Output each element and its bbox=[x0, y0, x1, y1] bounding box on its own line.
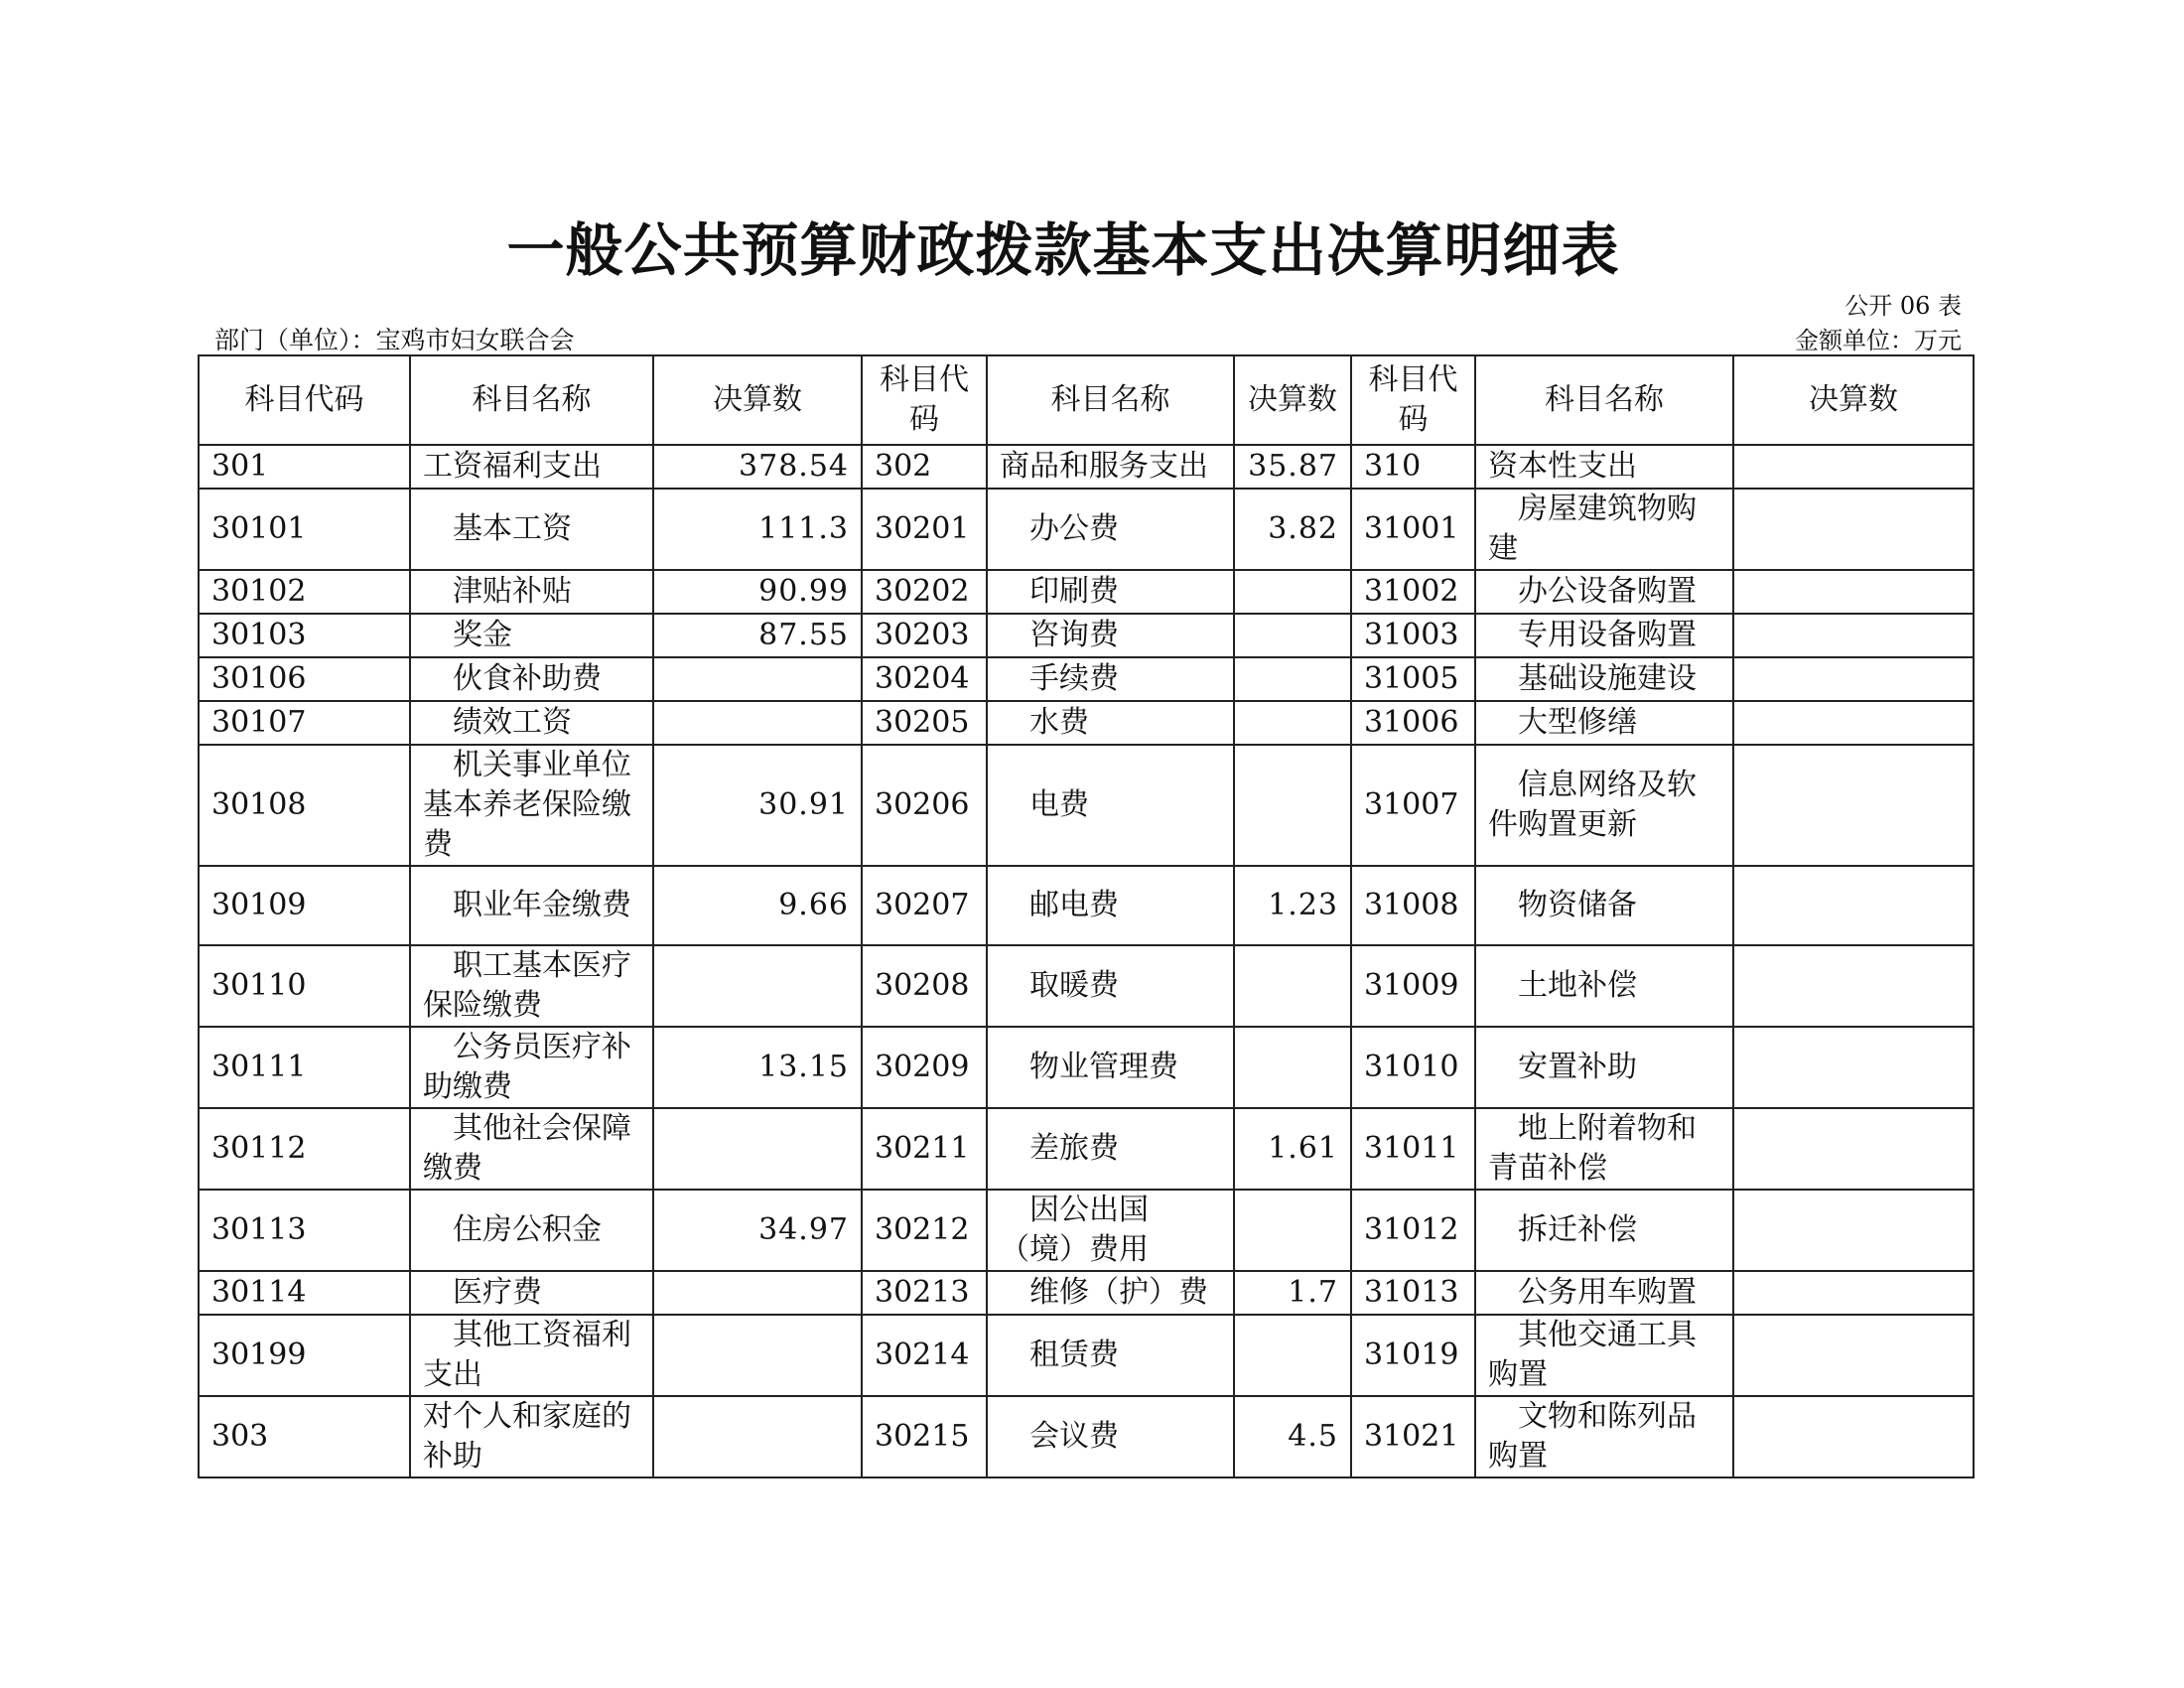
subject-name-cell: 基本工资 bbox=[410, 489, 653, 570]
amount-cell bbox=[1733, 614, 1974, 657]
subject-code-cell: 30212 bbox=[862, 1190, 987, 1271]
subject-name-cell: 房屋建筑物购建 bbox=[1475, 489, 1733, 570]
amount-cell bbox=[653, 701, 862, 745]
subject-name-cell: 租赁费 bbox=[987, 1315, 1234, 1396]
subject-name-cell: 地上附着物和青苗补偿 bbox=[1475, 1108, 1733, 1190]
amount-cell: 3.82 bbox=[1234, 489, 1351, 570]
amount-cell: 34.97 bbox=[653, 1190, 862, 1271]
amount-cell bbox=[1733, 1108, 1974, 1190]
subject-name-cell: 绩效工资 bbox=[410, 701, 653, 745]
subject-code-cell: 30108 bbox=[199, 745, 410, 866]
table-row bbox=[199, 1108, 1974, 1190]
subject-code-cell: 30109 bbox=[199, 866, 410, 945]
subject-name-cell: 信息网络及软件购置更新 bbox=[1475, 745, 1733, 866]
table-row bbox=[199, 1315, 1974, 1396]
subject-name-cell: 拆迁补偿 bbox=[1475, 1190, 1733, 1271]
subject-name-cell: 办公费 bbox=[987, 489, 1234, 570]
amount-cell bbox=[1733, 945, 1974, 1027]
subject-name-cell: 其他工资福利支出 bbox=[410, 1315, 653, 1396]
subject-name-cell: 机关事业单位基本养老保险缴费 bbox=[410, 745, 653, 866]
amount-cell bbox=[1733, 1027, 1974, 1108]
subject-name-cell: 差旅费 bbox=[987, 1108, 1234, 1190]
subject-code-cell: 302 bbox=[862, 445, 987, 489]
amount-cell: 9.66 bbox=[653, 866, 862, 945]
subject-code-cell: 31012 bbox=[1351, 1190, 1475, 1271]
amount-cell bbox=[1733, 701, 1974, 745]
subject-name-cell: 物资储备 bbox=[1475, 866, 1733, 945]
amount-cell bbox=[1733, 657, 1974, 701]
subject-code-cell: 30214 bbox=[862, 1315, 987, 1396]
amount-cell bbox=[1733, 1396, 1974, 1477]
subject-name-cell: 公务用车购置 bbox=[1475, 1271, 1733, 1315]
amount-cell bbox=[653, 657, 862, 701]
subject-name-cell: 办公设备购置 bbox=[1475, 570, 1733, 614]
table-row bbox=[199, 701, 1974, 745]
header-cell: 科目名称 bbox=[987, 355, 1234, 445]
subject-code-cell: 31001 bbox=[1351, 489, 1475, 570]
subject-code-cell: 30107 bbox=[199, 701, 410, 745]
subject-code-cell: 303 bbox=[199, 1396, 410, 1477]
subject-code-cell: 30204 bbox=[862, 657, 987, 701]
page-title: 一般公共预算财政拨款基本支出决算明细表 bbox=[506, 216, 1620, 284]
subject-name-cell: 取暖费 bbox=[987, 945, 1234, 1027]
table-row bbox=[199, 745, 1974, 866]
subject-name-cell: 咨询费 bbox=[987, 614, 1234, 657]
subject-name-cell: 资本性支出 bbox=[1475, 445, 1733, 489]
subject-code-cell: 30102 bbox=[199, 570, 410, 614]
amount-cell bbox=[1733, 1190, 1974, 1271]
subject-name-cell: 住房公积金 bbox=[410, 1190, 653, 1271]
department-label: 部门（单位）：宝鸡市妇女联合会 bbox=[214, 326, 575, 354]
amount-cell: 4.5 bbox=[1234, 1396, 1351, 1477]
subject-name-cell: 公务员医疗补助缴费 bbox=[410, 1027, 653, 1108]
subject-code-cell: 31009 bbox=[1351, 945, 1475, 1027]
amount-cell bbox=[653, 1108, 862, 1190]
subject-name-cell: 商品和服务支出 bbox=[987, 445, 1234, 489]
subject-code-cell: 31019 bbox=[1351, 1315, 1475, 1396]
subject-code-cell: 30112 bbox=[199, 1108, 410, 1190]
subject-name-cell: 基础设施建设 bbox=[1475, 657, 1733, 701]
subject-code-cell: 31011 bbox=[1351, 1108, 1475, 1190]
subject-code-cell: 30110 bbox=[199, 945, 410, 1027]
subject-code-cell: 30208 bbox=[862, 945, 987, 1027]
header-cell: 科目名称 bbox=[410, 355, 653, 445]
subject-code-cell: 30202 bbox=[862, 570, 987, 614]
subject-name-cell: 津贴补贴 bbox=[410, 570, 653, 614]
subject-name-cell: 专用设备购置 bbox=[1475, 614, 1733, 657]
amount-cell bbox=[1234, 614, 1351, 657]
subject-code-cell: 30199 bbox=[199, 1315, 410, 1396]
amount-cell bbox=[1234, 1027, 1351, 1108]
amount-cell bbox=[653, 1271, 862, 1315]
subject-code-cell: 31010 bbox=[1351, 1027, 1475, 1108]
amount-cell bbox=[1733, 745, 1974, 866]
subject-name-cell: 文物和陈列品购置 bbox=[1475, 1396, 1733, 1477]
subject-code-cell: 31006 bbox=[1351, 701, 1475, 745]
subject-name-cell: 土地补偿 bbox=[1475, 945, 1733, 1027]
subject-code-cell: 30213 bbox=[862, 1271, 987, 1315]
amount-cell bbox=[1733, 489, 1974, 570]
table-row bbox=[199, 570, 1974, 614]
subject-name-cell: 伙食补助费 bbox=[410, 657, 653, 701]
table-row bbox=[199, 945, 1974, 1027]
subject-name-cell: 印刷费 bbox=[987, 570, 1234, 614]
amount-cell bbox=[1733, 866, 1974, 945]
subject-name-cell: 其他社会保障缴费 bbox=[410, 1108, 653, 1190]
amount-cell: 1.7 bbox=[1234, 1271, 1351, 1315]
amount-cell bbox=[1234, 701, 1351, 745]
subject-name-cell: 奖金 bbox=[410, 614, 653, 657]
amount-cell: 87.55 bbox=[653, 614, 862, 657]
subject-code-cell: 30114 bbox=[199, 1271, 410, 1315]
subject-code-cell: 31005 bbox=[1351, 657, 1475, 701]
subject-name-cell: 物业管理费 bbox=[987, 1027, 1234, 1108]
subject-code-cell: 30211 bbox=[862, 1108, 987, 1190]
subject-code-cell: 30113 bbox=[199, 1190, 410, 1271]
amount-cell: 111.3 bbox=[653, 489, 862, 570]
amount-unit: 金额单位：万元 bbox=[1795, 327, 1962, 354]
table-row bbox=[199, 614, 1974, 657]
subject-code-cell: 30103 bbox=[199, 614, 410, 657]
amount-cell: 378.54 bbox=[653, 445, 862, 489]
amount-cell bbox=[1234, 1315, 1351, 1396]
table-container bbox=[198, 354, 1975, 1478]
amount-cell bbox=[1733, 570, 1974, 614]
amount-cell bbox=[1733, 1271, 1974, 1315]
table-row bbox=[199, 866, 1974, 945]
amount-cell bbox=[1234, 1190, 1351, 1271]
subject-code-cell: 30203 bbox=[862, 614, 987, 657]
table-row bbox=[199, 1396, 1974, 1477]
form-number: 公开 06 表 bbox=[1844, 292, 1962, 320]
subject-code-cell: 30106 bbox=[199, 657, 410, 701]
subject-code-cell: 31007 bbox=[1351, 745, 1475, 866]
amount-cell bbox=[653, 945, 862, 1027]
subject-code-cell: 30201 bbox=[862, 489, 987, 570]
table-row bbox=[199, 1271, 1974, 1315]
subject-code-cell: 310 bbox=[1351, 445, 1475, 489]
amount-cell: 1.23 bbox=[1234, 866, 1351, 945]
subject-code-cell: 30209 bbox=[862, 1027, 987, 1108]
subject-name-cell: 工资福利支出 bbox=[410, 445, 653, 489]
subject-name-cell: 职业年金缴费 bbox=[410, 866, 653, 945]
subject-name-cell: 会议费 bbox=[987, 1396, 1234, 1477]
amount-cell bbox=[1733, 445, 1974, 489]
subject-code-cell: 31003 bbox=[1351, 614, 1475, 657]
subject-code-cell: 30215 bbox=[862, 1396, 987, 1477]
subject-name-cell: 大型修缮 bbox=[1475, 701, 1733, 745]
subject-code-cell: 30206 bbox=[862, 745, 987, 866]
amount-cell bbox=[1234, 945, 1351, 1027]
amount-cell: 13.15 bbox=[653, 1027, 862, 1108]
subject-code-cell: 31021 bbox=[1351, 1396, 1475, 1477]
header-cell: 科目代码 bbox=[1351, 355, 1475, 445]
header-cell: 决算数 bbox=[1234, 355, 1351, 445]
subject-code-cell: 30101 bbox=[199, 489, 410, 570]
subject-name-cell: 其他交通工具购置 bbox=[1475, 1315, 1733, 1396]
amount-cell: 35.87 bbox=[1234, 445, 1351, 489]
table-row bbox=[199, 657, 1974, 701]
subject-name-cell: 邮电费 bbox=[987, 866, 1234, 945]
amount-cell: 1.61 bbox=[1234, 1108, 1351, 1190]
subject-name-cell: 对个人和家庭的补助 bbox=[410, 1396, 653, 1477]
subject-code-cell: 31013 bbox=[1351, 1271, 1475, 1315]
subject-code-cell: 30207 bbox=[862, 866, 987, 945]
amount-cell bbox=[1733, 1315, 1974, 1396]
header-cell: 科目名称 bbox=[1475, 355, 1733, 445]
table-row bbox=[199, 445, 1974, 489]
amount-cell: 90.99 bbox=[653, 570, 862, 614]
table-row bbox=[199, 1190, 1974, 1271]
header-row bbox=[199, 355, 1974, 445]
amount-cell: 30.91 bbox=[653, 745, 862, 866]
subject-code-cell: 30111 bbox=[199, 1027, 410, 1108]
subject-code-cell: 30205 bbox=[862, 701, 987, 745]
amount-cell bbox=[653, 1315, 862, 1396]
subject-code-cell: 301 bbox=[199, 445, 410, 489]
subject-name-cell: 维修（护）费 bbox=[987, 1271, 1234, 1315]
subject-name-cell: 电费 bbox=[987, 745, 1234, 866]
subject-name-cell: 安置补助 bbox=[1475, 1027, 1733, 1108]
amount-cell bbox=[1234, 570, 1351, 614]
amount-cell bbox=[1234, 745, 1351, 866]
subject-code-cell: 31002 bbox=[1351, 570, 1475, 614]
subject-name-cell: 水费 bbox=[987, 701, 1234, 745]
subject-name-cell: 职工基本医疗保险缴费 bbox=[410, 945, 653, 1027]
header-cell: 科目代码 bbox=[862, 355, 987, 445]
subject-code-cell: 31008 bbox=[1351, 866, 1475, 945]
subject-name-cell: 手续费 bbox=[987, 657, 1234, 701]
expenditure-table bbox=[198, 354, 1975, 1478]
table-row bbox=[199, 489, 1974, 570]
amount-cell bbox=[1234, 657, 1351, 701]
header-cell: 决算数 bbox=[653, 355, 862, 445]
header-cell: 科目代码 bbox=[199, 355, 410, 445]
header-cell: 决算数 bbox=[1733, 355, 1974, 445]
table-row bbox=[199, 1027, 1974, 1108]
subject-name-cell: 因公出国（境）费用 bbox=[987, 1190, 1234, 1271]
amount-cell bbox=[653, 1396, 862, 1477]
subject-name-cell: 医疗费 bbox=[410, 1271, 653, 1315]
